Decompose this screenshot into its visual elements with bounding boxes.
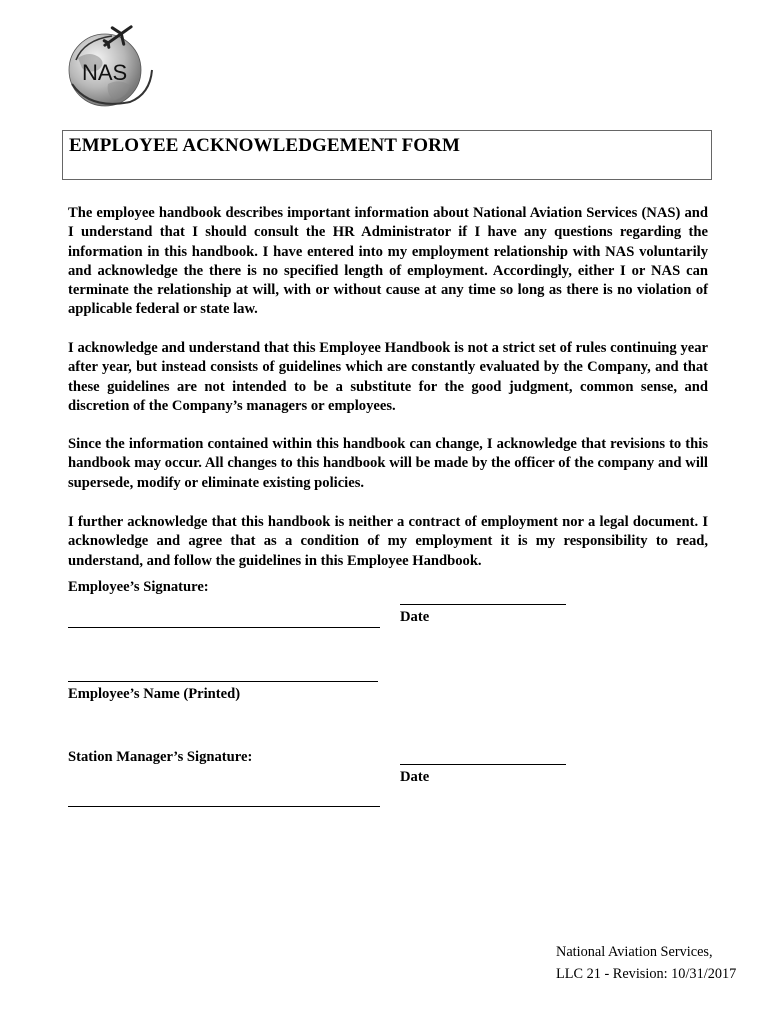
employee-name-line[interactable] bbox=[68, 681, 378, 682]
date-line-2[interactable] bbox=[400, 764, 566, 765]
manager-signature-line[interactable] bbox=[68, 806, 380, 807]
manager-signature-label: Station Manager’s Signature: bbox=[68, 749, 253, 765]
employee-signature-line[interactable] bbox=[68, 627, 380, 628]
paragraph-3: Since the information contained within this handbook can change, I acknowledge that revisions to this handbook may occur. All changes to this handbook will be made by the officer of the company and will supersede, modify or eliminate existing policies. bbox=[68, 436, 708, 491]
paragraph-4: I further acknowledge that this handbook is neither a contract of employment nor a legal document. I acknowledge and agree that as a condition of my employment it is my responsibility to read, understand, and follow the guidelines in this Employee Handbook. bbox=[68, 514, 708, 569]
form-title-box bbox=[62, 130, 712, 180]
nas-logo bbox=[60, 14, 160, 114]
employee-signature-label: Employee’s Signature: bbox=[68, 579, 209, 595]
logo-text: NAS bbox=[82, 60, 128, 85]
employee-name-label: Employee’s Name (Printed) bbox=[68, 686, 241, 702]
footer-line-1: National Aviation Services, bbox=[556, 944, 713, 960]
footer-line-2: LLC 21 - Revision: 10/31/2017 bbox=[556, 966, 737, 982]
paragraph-2: I acknowledge and understand that this Employee Handbook is not a strict set of rules continuing year after year, but instead consists of guidelines which are constantly evaluated by the Company, and that these guidelines are not intended to be a substitute for the good judgment, common sense, and discretion of the Company’s managers or employees. bbox=[68, 340, 708, 414]
date-line-1[interactable] bbox=[400, 604, 566, 605]
paragraph-1: The employee handbook describes important information about National Aviation Services (NAS) and I understand that I should consult the HR Administrator if I have any questions regarding the information in this handbook. I have entered into my employment relationship with NAS voluntarily and acknowledge the there is no specified length of employment. Accordingly, either I or NAS can terminate the relationship at will, with or without cause at any time so long as there is no violation of applicable federal or state law. bbox=[68, 205, 708, 318]
date-label-1: Date bbox=[400, 609, 430, 625]
form-title: EMPLOYEE ACKNOWLEDGEMENT FORM bbox=[69, 135, 461, 156]
date-label-2: Date bbox=[400, 769, 430, 785]
